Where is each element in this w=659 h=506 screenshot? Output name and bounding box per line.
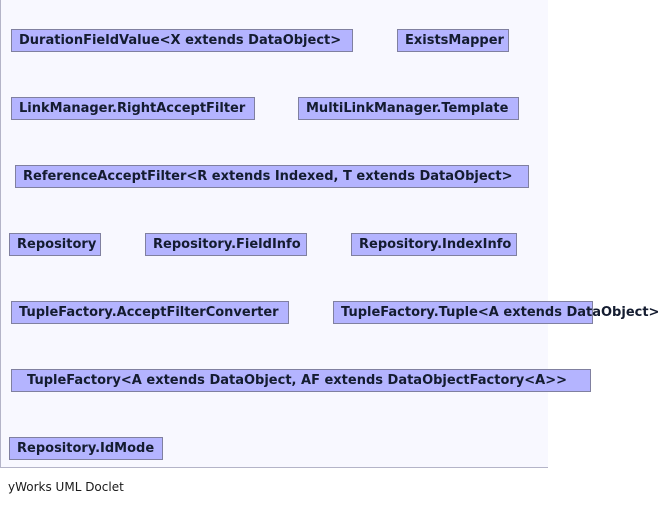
- class-box-repository[interactable]: Repository: [9, 233, 101, 256]
- class-box-exists-mapper[interactable]: ExistsMapper: [397, 29, 509, 52]
- class-box-tuple-factory-tuple[interactable]: TupleFactory.Tuple<A extends DataObject>: [333, 301, 593, 324]
- class-box-tuple-factory-accept-filter-converter[interactable]: TupleFactory.AcceptFilterConverter: [11, 301, 289, 324]
- class-box-link-manager-right-accept-filter[interactable]: LinkManager.RightAcceptFilter: [11, 97, 255, 120]
- class-box-tuple-factory[interactable]: TupleFactory<A extends DataObject, AF extends DataObjectFactory<A>>: [11, 369, 591, 392]
- class-box-repository-index-info[interactable]: Repository.IndexInfo: [351, 233, 517, 256]
- class-box-repository-field-info[interactable]: Repository.FieldInfo: [145, 233, 307, 256]
- class-box-multi-link-manager-template[interactable]: MultiLinkManager.Template: [298, 97, 519, 120]
- class-box-repository-id-mode[interactable]: Repository.IdMode: [9, 437, 163, 460]
- class-box-duration-field-value[interactable]: DurationFieldValue<X extends DataObject>: [11, 29, 353, 52]
- footer-caption: yWorks UML Doclet: [8, 480, 124, 494]
- class-box-reference-accept-filter[interactable]: ReferenceAcceptFilter<R extends Indexed, T extends DataObject>: [15, 165, 529, 188]
